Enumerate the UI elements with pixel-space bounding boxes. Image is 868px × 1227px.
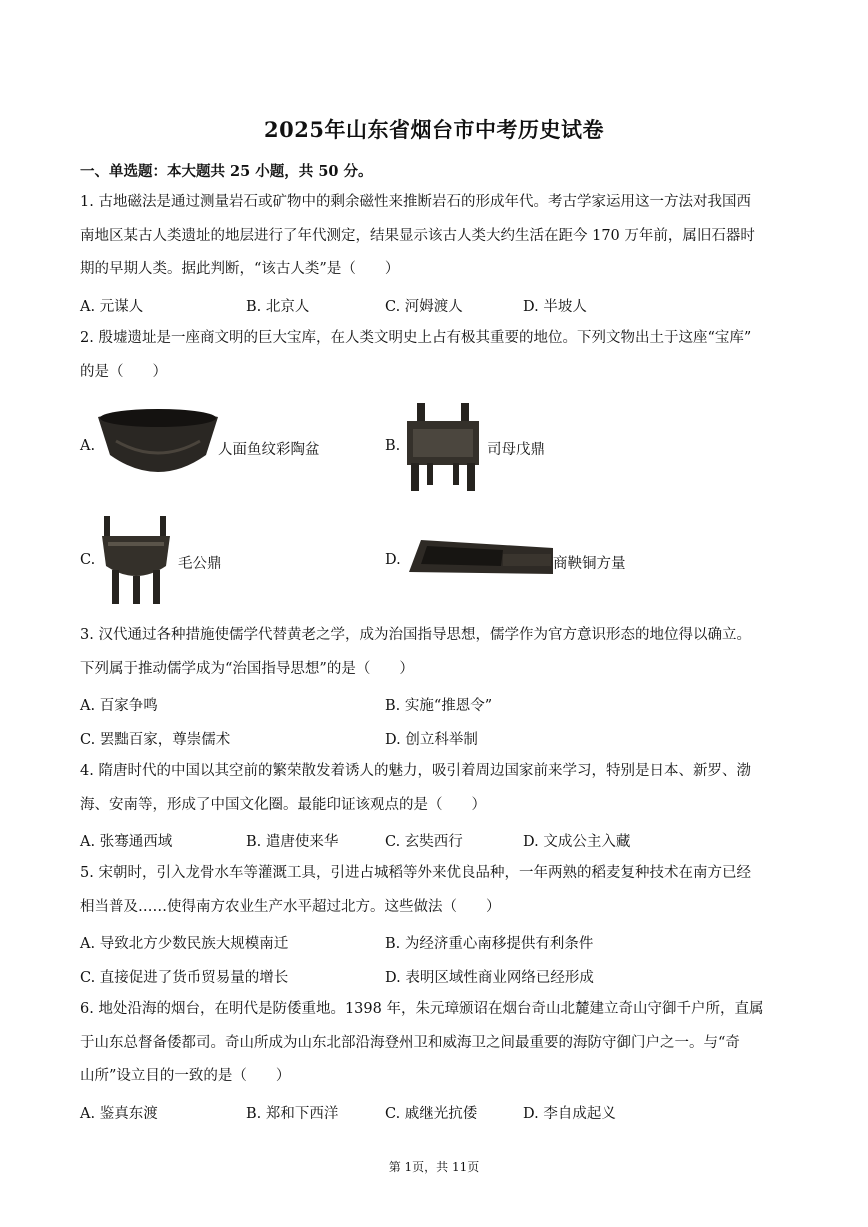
square-ding-image <box>403 401 483 493</box>
section-heading: 一、单选题：本大题共 25 小题，共 50 分。 <box>80 163 373 180</box>
option-b[interactable]: B. 实施“推恩令” <box>385 698 493 714</box>
option-b[interactable]: B. 北京人 <box>246 299 310 315</box>
question-3-line: 下列属于推动儒学成为“治国指导思想”的是（ ） <box>80 660 414 677</box>
question-1-line: 1. 古地磁法是通过测量岩石或矿物中的剩余磁性来推断岩石的形成年代。考古学家运用这一方法对我国西 <box>80 194 751 210</box>
option-c-caption: 毛公鼎 <box>178 556 222 572</box>
option-d[interactable]: D. 创立科举制 <box>385 732 478 748</box>
option-c[interactable]: C. 河姆渡人 <box>385 299 463 315</box>
option-b[interactable]: B. 为经济重心南移提供有利条件 <box>385 936 594 952</box>
question-3 <box>80 619 792 686</box>
question-1-line: 期的早期人类。据此判断，“该古人类”是（ ） <box>80 261 400 277</box>
question-6-options <box>80 1102 792 1132</box>
option-c[interactable]: C. 玄奘西行 <box>385 834 463 850</box>
question-6-line: 6. 地处沿海的烟台，在明代是防倭重地。1398 年，朱元璋颁诏在烟台奇山北麓建立奇山守御千户所，直属 <box>80 1001 764 1017</box>
option-c[interactable]: C. 直接促进了货币贸易量的增长 <box>80 970 289 986</box>
option-c[interactable]: C. 罢黜百家，尊崇儒术 <box>80 732 231 748</box>
option-d[interactable]: D. 文成公主入藏 <box>523 834 631 850</box>
question-5-options-row-1 <box>80 932 792 962</box>
question-5-options-row-2 <box>80 966 792 996</box>
option-b[interactable]: B. 郑和下西洋 <box>246 1106 339 1122</box>
question-2-line: 的是（ ） <box>80 363 167 380</box>
option-d-letter: D. <box>385 552 401 568</box>
option-a[interactable]: A. 导致北方少数民族大规模南迁 <box>80 936 289 952</box>
option-c-image-choice[interactable] <box>80 510 380 610</box>
option-a[interactable]: A. 张骞通西域 <box>80 834 173 850</box>
question-1 <box>80 186 792 287</box>
question-5 <box>80 857 792 924</box>
exam-title: 2025年山东省烟台市中考历史试卷 <box>264 117 604 142</box>
question-3-line: 3. 汉代通过各种措施使儒学代替黄老之学，成为治国指导思想，儒学作为官方意识形态的地位得以确立。 <box>80 627 751 643</box>
question-1-line: 南地区某古人类遗址的地层进行了年代测定，结果显示该古人类大约生活在距今 170 万年前，属旧石器时 <box>80 227 755 244</box>
option-c-letter: C. <box>80 552 96 568</box>
option-d[interactable]: D. 表明区域性商业网络已经形成 <box>385 970 594 986</box>
option-d-image-choice[interactable] <box>385 510 685 610</box>
question-1-options <box>80 295 792 325</box>
option-a-image-choice[interactable] <box>80 395 380 495</box>
question-2-line: 2. 殷墟遗址是一座商文明的巨大宝库，在人类文明史上占有极其重要的地位。下列文物出土于这座“宝库” <box>80 330 752 346</box>
pottery-basin-image <box>96 407 220 483</box>
option-d-caption: 商鞅铜方量 <box>553 556 626 572</box>
option-b-caption: 司母戊鼎 <box>487 442 545 458</box>
option-b-image-choice[interactable] <box>385 395 685 495</box>
question-3-options-row-1 <box>80 694 792 724</box>
option-a[interactable]: A. 鉴真东渡 <box>80 1106 158 1122</box>
question-5-line: 5. 宋朝时，引入龙骨水车等灌溉工具，引进占城稻等外来优良品种，一年两熟的稻麦复种技术在南方已经 <box>80 865 751 881</box>
option-c[interactable]: C. 戚继光抗倭 <box>385 1106 478 1122</box>
question-6 <box>80 993 792 1094</box>
question-2 <box>80 322 792 389</box>
option-a-letter: A. <box>80 438 96 454</box>
question-6-line: 山所”设立目的一致的是（ ） <box>80 1068 291 1084</box>
option-a[interactable]: A. 元谋人 <box>80 299 144 315</box>
option-a-caption: 人面鱼纹彩陶盆 <box>218 442 320 458</box>
option-d[interactable]: D. 李自成起义 <box>523 1106 616 1122</box>
round-ding-image <box>98 514 174 606</box>
option-b-letter: B. <box>385 438 401 454</box>
question-4-line: 海、安南等，形成了中国文化圈。最能印证该观点的是（ ） <box>80 796 486 813</box>
option-a[interactable]: A. 百家争鸣 <box>80 698 158 714</box>
page-number: 第 1页，共 11页 <box>388 1160 480 1174</box>
option-d[interactable]: D. 半坡人 <box>523 299 587 315</box>
question-6-line: 于山东总督备倭都司。奇山所成为山东北部沿海登州卫和威海卫之间最重要的海防守御门户之一。与“奇 <box>80 1034 740 1051</box>
option-b[interactable]: B. 遣唐使来华 <box>246 834 339 850</box>
question-4 <box>80 755 792 822</box>
question-5-line: 相当普及……使得南方农业生产水平超过北方。这些做法（ ） <box>80 898 501 915</box>
question-4-line: 4. 隋唐时代的中国以其空前的繁荣散发着诱人的魅力，吸引着周边国家前来学习，特别是日本、新罗、渤 <box>80 763 751 779</box>
bronze-measure-image <box>407 536 553 580</box>
question-3-options-row-2 <box>80 728 792 758</box>
question-4-options <box>80 830 792 860</box>
